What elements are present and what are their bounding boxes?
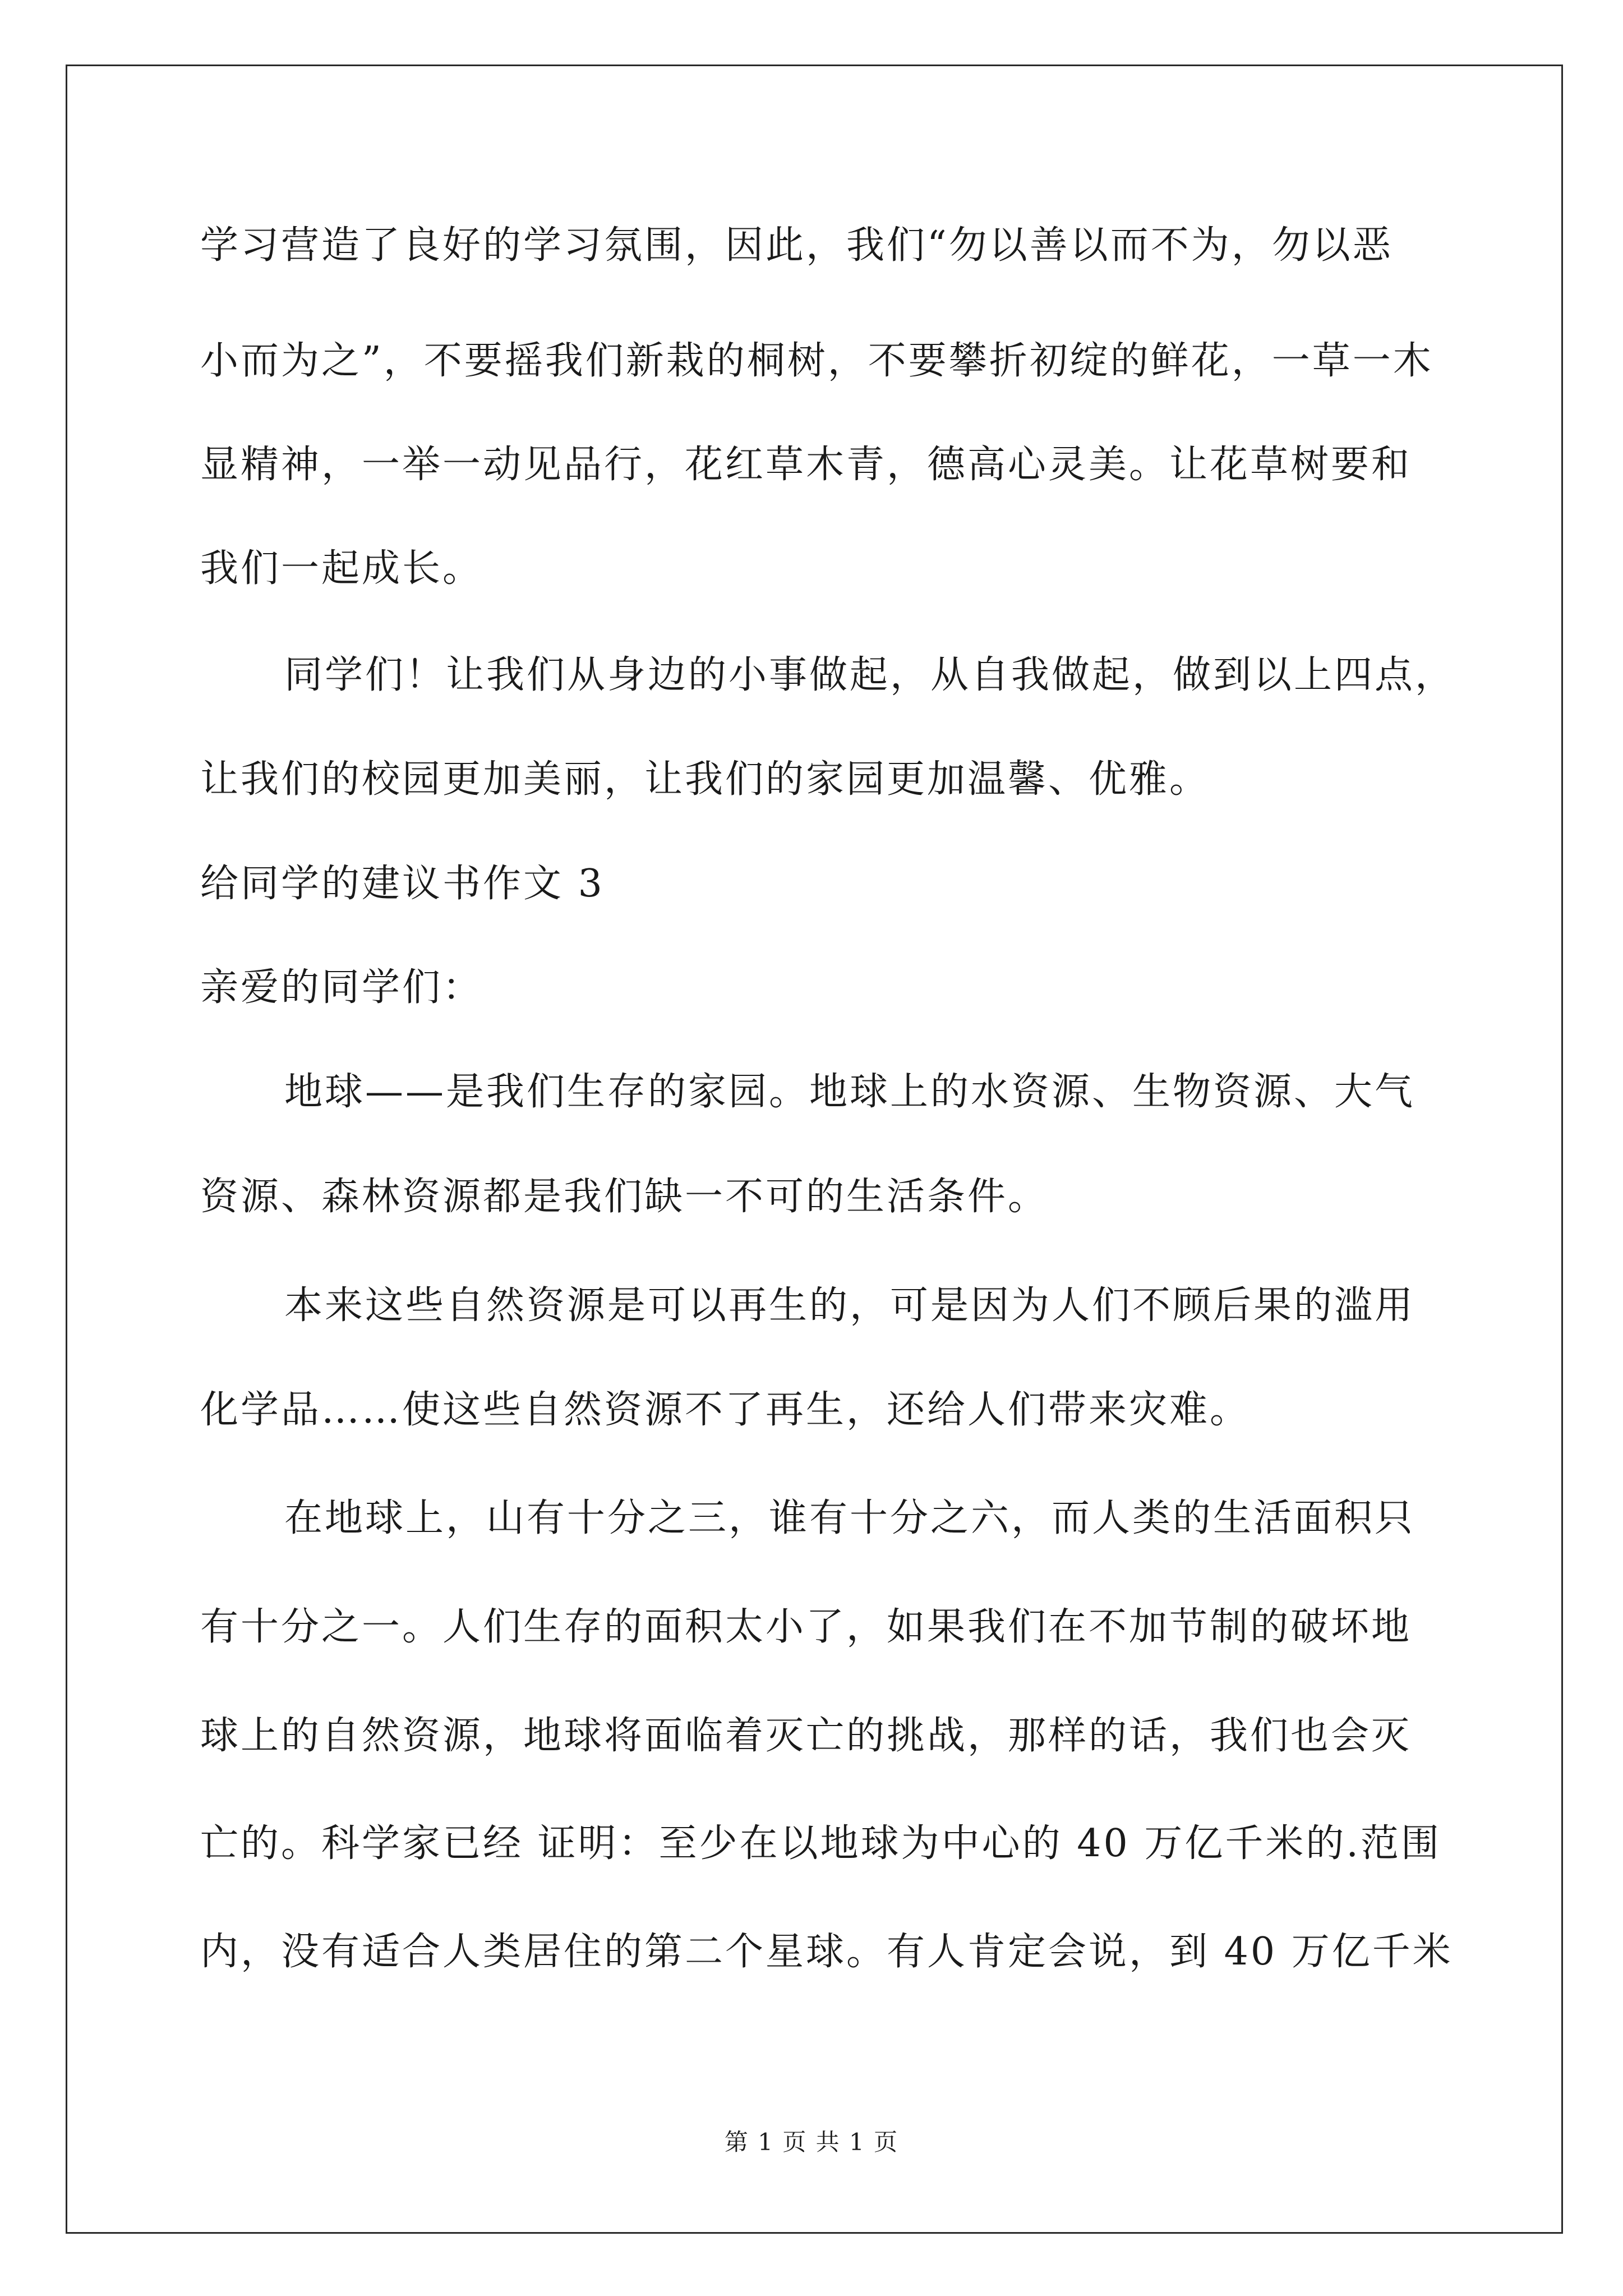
text-line: 学习营造了良好的学习氛围，因此，我们“勿以善以而不为，勿以恶: [200, 223, 1393, 268]
text-line: 在地球上，山有十分之三，谁有十分之六，而人类的生活面积只: [284, 1496, 1415, 1540]
text-line: 球上的自然资源，地球将面临着灭亡的挑战，那样的话，我们也会灭: [200, 1714, 1412, 1758]
page-border: [66, 65, 1563, 2234]
text-line: 小而为之”，不要摇我们新栽的桐树，不要攀折初绽的鲜花，一草一木: [200, 339, 1433, 383]
text-line: 亡的。科学家已经 证明：至少在以地球为中心的 40 万亿千米的.范围: [200, 1821, 1441, 1866]
text-line: 显精神，一举一动见品行，花红草木青，德高心灵美。让花草树要和: [200, 443, 1412, 487]
text-line: 让我们的校园更加美丽，让我们的家园更加温馨、优雅。: [200, 757, 1210, 802]
page-number-footer: 第 1 页 共 1 页: [724, 2128, 899, 2156]
text-line: 我们一起成长。: [200, 546, 483, 591]
text-line: 化学品……使这些自然资源不了再生，还给人们带来灾难。: [200, 1388, 1251, 1432]
text-line: 内，没有适合人类居住的第二个星球。有人肯定会说，到 40 万亿千米: [200, 1930, 1453, 1974]
text-line: 资源、森林资源都是我们缺一不可的生活条件。: [200, 1175, 1049, 1219]
section-heading: 给同学的建议书作文 3: [200, 862, 605, 906]
text-line: 有十分之一。人们生存的面积太小了，如果我们在不加节制的破坏地: [200, 1605, 1412, 1649]
salutation: 亲爱的同学们：: [200, 965, 483, 1010]
text-line: 地球——是我们生存的家园。地球上的水资源、生物资源、大气: [284, 1070, 1415, 1114]
text-line: 本来这些自然资源是可以再生的，可是因为人们不顾后果的滥用: [284, 1283, 1415, 1328]
text-line: 同学们！让我们从身边的小事做起，从自我做起，做到以上四点，: [284, 653, 1456, 697]
